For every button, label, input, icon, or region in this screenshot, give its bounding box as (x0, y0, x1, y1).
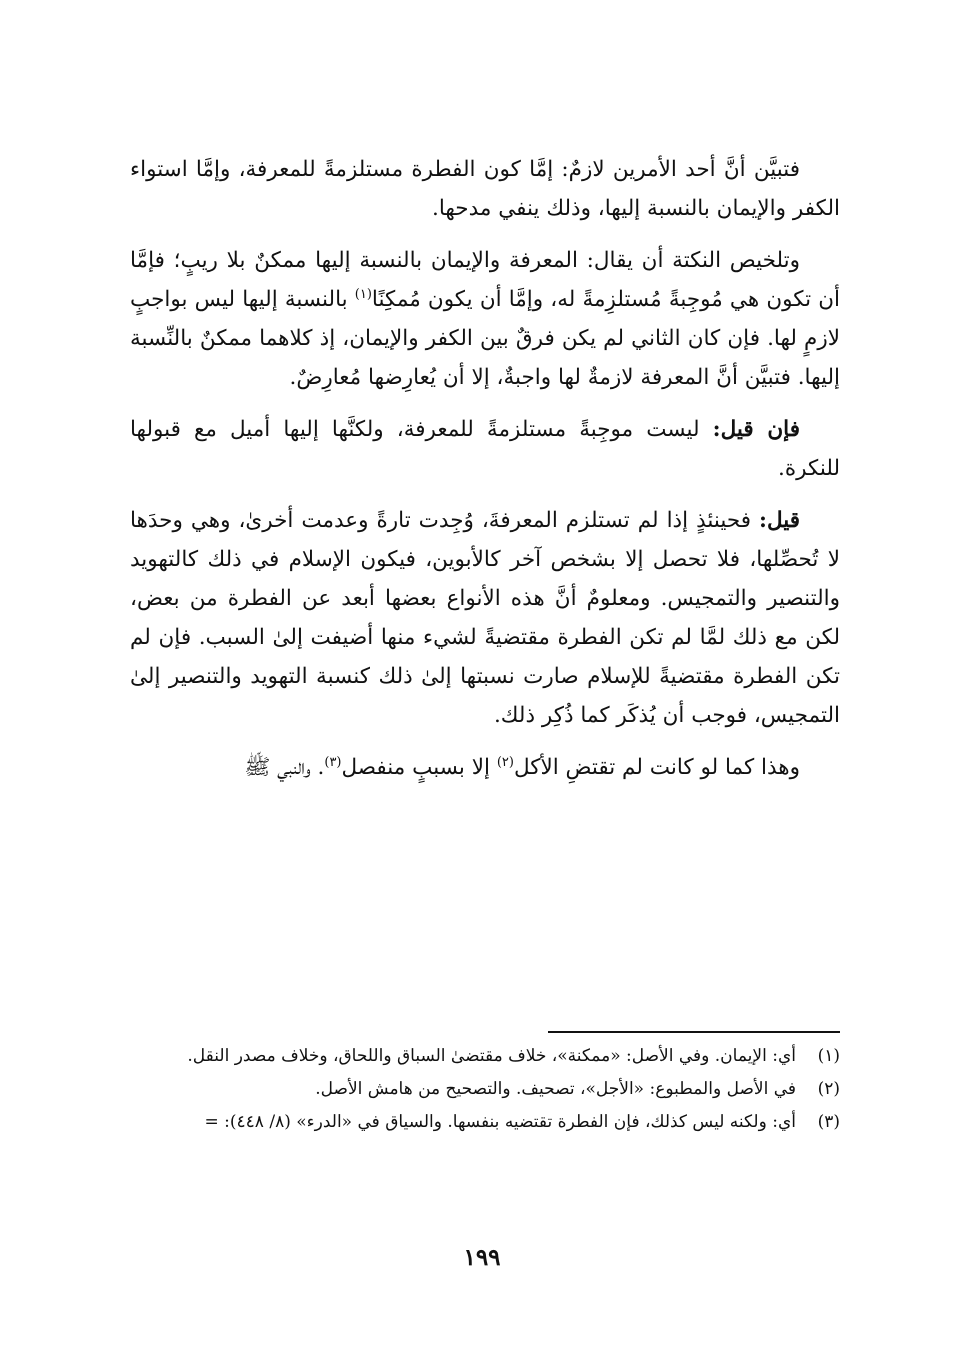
footnote-2 (130, 1073, 840, 1106)
footnote-number: (٣) (817, 1112, 840, 1132)
paragraph-4: قيل: فحينئذٍ إذا لم تستلزم المعرفةَ، وُجِدت تارةً وعدمت أخرىٰ، وهي وحدَها لا تُحصِّلها، فلا تحصل إلا بشخص آخر كالأبوين، فيكون الإسلام في ذلك كالتهويد والتنصير والتمجيس. ومعلومٌ أنَّ هذه الأنواع بعضها أبعد عن الفطرة من بعض، لكن مع ذلك لمَّا لم تكن الفطرة مقتضيةً لشيء منها أضيفت إلىٰ السبب. فإن لم تكن الفطرة مقتضيةً للإسلام صارت نسبتها إلىٰ ذلك كنسبة التهويد والتنصير إلىٰ التمجيس، فوجب أن يُذكَر كما ذُكِر ذلك. (130, 508, 840, 728)
paragraph-2: وتلخيص النكتة أن يقال: المعرفة والإيمان بالنسبة إليها ممكنٌ بلا ريبٍ؛ فإمَّا أن تكون هي مُوجِبةً مُستلزِمةً له، وإمَّا أن يكون مُمكِنًا$^{(١)}$ بالنسبة إليها ليس بواجبٍ لازمٍ لها. فإن كان الثاني لم يكن فرقٌ بين الكفر والإيمان، إذ كلاهما ممكنٌ بالنِّسبة إليها. فتبيَّن أنَّ المعرفة لازمةٌ لها واجبةٌ، إلا أن يُعارِضها مُعارِضٌ. (130, 248, 840, 390)
main-text (130, 150, 840, 800)
footnote-ref-1: (١) (354, 286, 372, 302)
page-number: ١٩٩ (463, 1244, 501, 1271)
footnote-text: أي: ولكنه ليس كذلك، فإن الفطرة تقتضيه بنفسها. والسياق في «الدرء» (٨/ ٤٤٨): = (204, 1112, 796, 1132)
paragraph-lead: قيل: (759, 508, 800, 533)
footnote-text: أي: الإيمان. وفي الأصل: «ممكنة»، خلاف مقتضىٰ السباق واللحاق، وخلاف مصدر النقل. (187, 1046, 796, 1066)
footnote-number: (٢) (817, 1079, 840, 1099)
paragraph-lead: فإن قيل: (712, 417, 800, 442)
footnote-number: (١) (817, 1046, 840, 1066)
paragraph-5: وهذا كما لو كانت لم تقتضِ الأكل$^{(٢)}$ إلا بسببٍ منفصل$^{(٣)}$. والنبي ﷺ (244, 754, 800, 780)
footnote-1 (130, 1040, 840, 1073)
paragraph-1: فتبيَّن أنَّ أحد الأمرين لازمٌ: إمَّا كون الفطرة مستلزمةً للمعرفة، وإمَّا استواء الكفر والإيمان بالنسبة إليها، وذلك ينفي مدحها. (130, 157, 840, 221)
footnote-ref-3: (٣) (324, 754, 342, 770)
footnote-text: في الأصل والمطبوع: «الأجل»، تصحيف. والتصحيح من هامش الأصل. (315, 1079, 796, 1099)
paragraph-3: فإن قيل: ليست موجِبةً مستلزمةً للمعرفة، ولكنَّها إليها أميل مع قبولها للنكرة. (130, 417, 840, 481)
footnote-ref-2: (٢) (496, 754, 514, 770)
footnote-3 (130, 1106, 840, 1139)
footnote-separator (548, 1031, 840, 1033)
footnotes (130, 1040, 840, 1139)
